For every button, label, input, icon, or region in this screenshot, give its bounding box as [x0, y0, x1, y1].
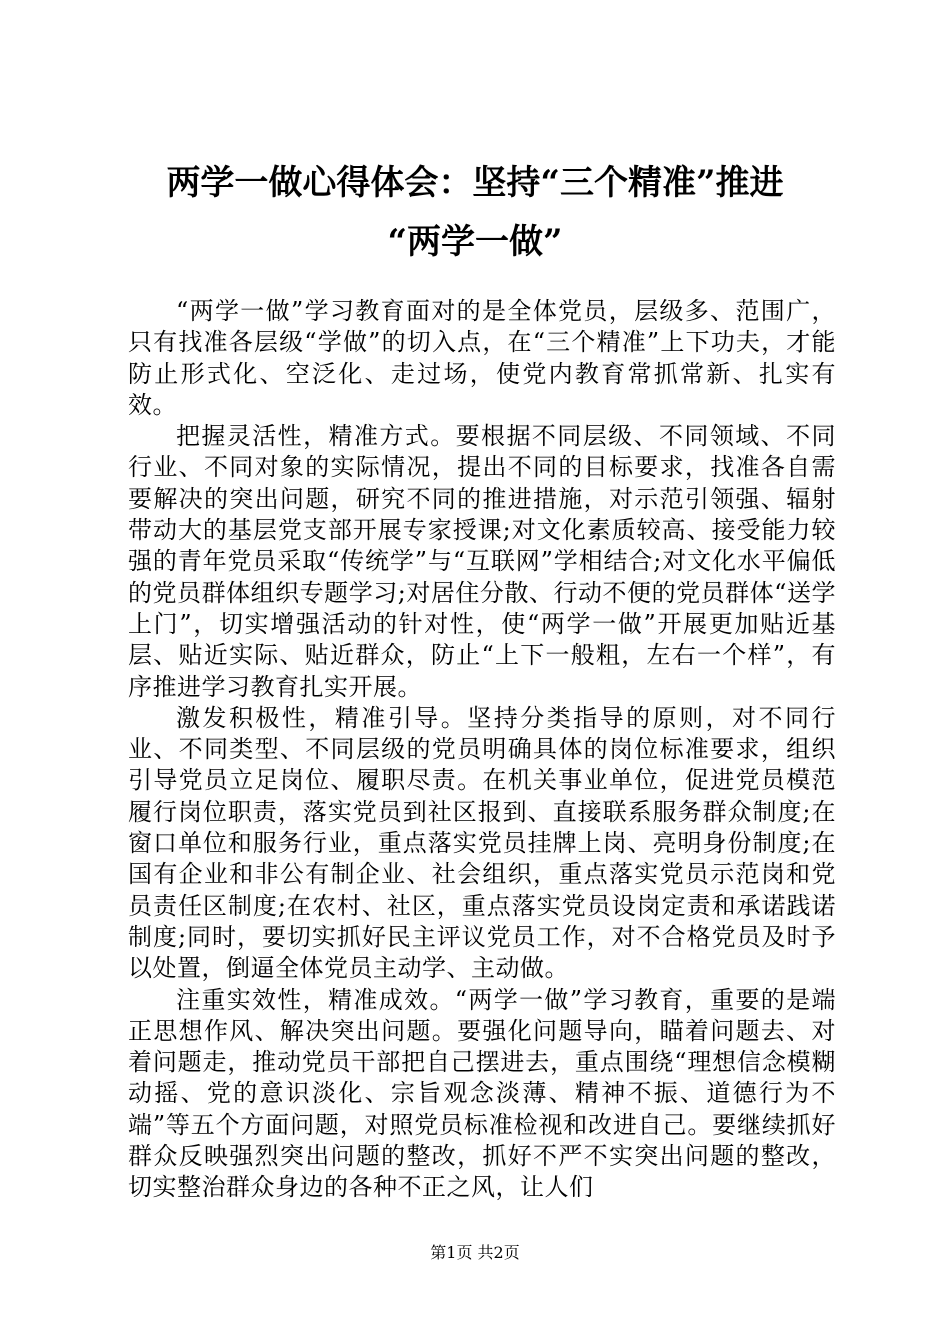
page-number-footer: 第1页 共2页: [430, 1243, 520, 1262]
paragraph-effectiveness: 注重实效性，精准成效。“两学一做”学习教育，重要的是端正思想作风、解决突出问题。要强化问题导向，瞄着问题去、对着问题走，推动党员干部把自己摆进去，重点围绕“理想信念模糊动摇、党的意识淡化、宗旨观念淡薄、精神不振、道德行为不端”等五个方面问题，对照党员标准检视和改进自己。要继续抓好群众反映强烈突出问题的整改，抓好不严不实突出问题的整改，切实整治群众身边的各种不正之风，让人们: [128, 985, 836, 1202]
paragraph-intro: “两学一做”学习教育面对的是全体党员，层级多、范围广，只有找准各层级“学做”的切入点，在“三个精准”上下功夫，才能防止形式化、空泛化、走过场，使党内教育常抓常新、扎实有效。: [128, 297, 836, 419]
paragraph-initiative: 激发积极性，精准引导。坚持分类指导的原则，对不同行业、不同类型、不同层级的党员明确具体的岗位标准要求，组织引导党员立足岗位、履职尽责。在机关事业单位，促进党员模范履行岗位职责，落实党员到社区报到、直接联系服务群众制度;在窗口单位和服务行业，重点落实党员挂牌上岗、亮明身份制度;在国有企业和非公有制企业、社会组织，重点落实党员示范岗和党员责任区制度;在农村、社区，重点落实党员设岗定责和承诺践诺制度;同时，要切实抓好民主评议党员工作，对不合格党员及时予以处置，倒逼全体党员主动学、主动做。: [128, 703, 836, 983]
paragraph-flexibility: 把握灵活性，精准方式。要根据不同层级、不同领域、不同行业、不同对象的实际情况，提出不同的目标要求，找准各自需要解决的突出问题，研究不同的推进措施，对示范引领强、辐射带动大的基层党支部开展专家授课;对文化素质较高、接受能力较强的青年党员采取“传统学”与“互联网”学相结合;对文化水平偏低的党员群体组织专题学习;对居住分散、行动不便的党员群体“送学上门”，切实增强活动的针对性，使“两学一做”开展更加贴近基层、贴近实际、贴近群众，防止“上下一般粗，左右一个样”，有序推进学习教育扎实开展。: [128, 422, 836, 701]
document-title-line-2: “两学一做”: [387, 222, 563, 262]
document-body: [128, 296, 836, 1204]
document-title-line-1: 两学一做心得体会：坚持“三个精准”推进: [166, 163, 784, 203]
